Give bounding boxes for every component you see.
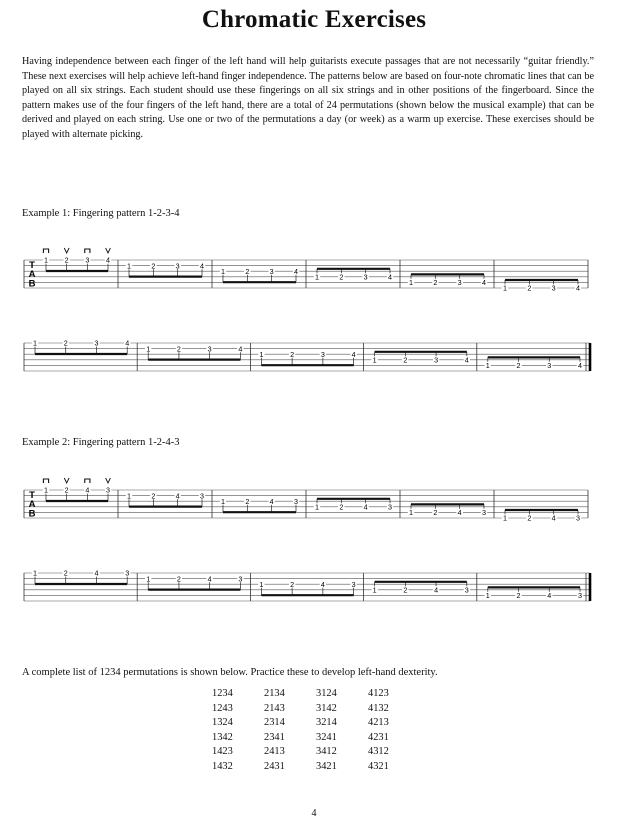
fret-number: 1 [127,261,131,271]
fret-number: 2 [245,496,250,506]
fret-number: 4 [85,485,90,495]
fret-number: 1 [485,361,490,371]
fret-number: 3 [464,585,469,595]
fret-number: 3 [578,591,582,601]
permutation-cell: 2143 [264,702,285,714]
fret-number: 4 [482,278,486,288]
up-stroke-icon [106,248,111,253]
fret-number: 4 [125,338,130,348]
fret-number: 4 [269,496,274,506]
permutation-cell: 2431 [264,760,285,772]
fret-number: 3 [351,579,356,589]
permutation-cell: 2134 [264,688,285,699]
fret-number: 1 [33,338,37,348]
fret-number: 4 [551,513,556,523]
fret-number: 2 [433,278,438,288]
tab-clef-letter: T [29,260,35,271]
down-stroke-icon [85,249,90,253]
fret-number: 2 [527,283,532,293]
tab-clef-letter: B [28,508,36,520]
fret-number: 2 [245,266,250,276]
fret-number: 3 [200,491,204,501]
tab-clef-letter: A [28,269,36,281]
fret-number: 3 [320,349,325,359]
permutation-cell: 1234 [212,688,233,699]
permutation-cell: 2341 [264,731,285,743]
fret-number: 2 [403,355,408,365]
fret-number: 3 [482,508,486,518]
fret-number: 3 [94,338,99,348]
fret-number: 2 [64,485,69,495]
fret-number: 3 [85,255,90,265]
fret-number: 1 [259,349,264,359]
permutation-table [212,687,420,775]
fret-number: 2 [64,255,69,265]
permutation-cell: 4231 [368,731,389,743]
permutation-cell: 3142 [316,702,337,714]
permutation-cell: 4132 [368,702,389,714]
fret-number: 3 [457,278,462,288]
fret-number: 4 [200,261,204,271]
fret-number: 1 [315,502,319,512]
fret-number: 2 [290,579,295,589]
fret-number: 2 [527,513,532,523]
permutation-cell: 4123 [368,688,389,699]
fret-number: 3 [207,344,212,354]
fret-number: 4 [175,491,180,501]
fret-number: 1 [259,579,264,589]
up-stroke-icon [64,248,69,253]
fret-number: 1 [221,266,225,276]
permutation-cell: 1342 [212,731,233,743]
fret-number: 4 [576,283,580,293]
fret-number: 4 [238,344,243,354]
fret-number: 1 [503,513,507,523]
fret-number: 4 [363,502,368,512]
fret-number: 4 [207,574,212,584]
fret-number: 2 [176,344,181,354]
fret-number: 2 [290,349,295,359]
fret-number: 2 [339,272,344,282]
tab-clef-letter: A [28,499,36,511]
example-2-label: Example 2: Fingering pattern 1-2-4-3 [22,437,180,448]
fret-number: 4 [578,361,582,371]
permutation-cell: 2314 [264,717,285,729]
fret-number: 1 [44,485,48,495]
permutation-cell: 1432 [212,760,233,772]
permutation-cell: 3412 [316,746,337,758]
fret-number: 1 [315,272,319,282]
fret-number: 1 [146,574,151,584]
fret-number: 1 [221,496,225,506]
fret-number: 4 [388,272,392,282]
fret-number: 1 [146,344,151,354]
permutation-cell: 3214 [316,717,337,729]
fret-number: 3 [269,266,274,276]
fret-number: 4 [457,508,462,518]
fret-number: 2 [339,502,344,512]
fret-number: 4 [320,579,325,589]
intro-paragraph: Having independence between each finger of the left hand will help guitarists execute passages that are not necessarily “guitar friendly.” These next exercises will help achieve left-hand finger independence. The patterns below are based on four-note chromatic lines that can be played on all six strings. Each student should use these fingerings on all six strings and in other positions of the fingerboard. Since the pattern makes use of the four fingers of the left hand, there are a total of 24 permutations (shown below the musical example) that can be derived and played on each string. Use one or two of the permutations a day (or week) as a warm up exercise. These exercises should be played with alternate picking. [22,56,594,140]
fret-number: 3 [294,496,298,506]
fret-number: 3 [363,272,368,282]
permutation-cell: 3241 [316,731,337,743]
up-stroke-icon [64,478,69,483]
fret-number: 3 [547,361,552,371]
fret-number: 3 [175,261,180,271]
fret-number: 2 [63,338,68,348]
permutation-cell: 4321 [368,760,389,772]
fret-number: 1 [33,568,37,578]
permutation-cell: 2413 [264,746,285,758]
example-2-tab-staff [0,466,628,616]
down-stroke-icon [43,479,48,483]
up-stroke-icon [106,478,111,483]
down-stroke-icon [43,249,48,253]
fret-number: 3 [434,355,439,365]
fret-number: 4 [294,266,298,276]
page-number: 4 [311,808,317,819]
fret-number: 2 [151,261,156,271]
permutation-cell: 4312 [368,746,389,758]
fret-number: 1 [44,255,48,265]
fret-number: 4 [94,568,99,578]
tab-clef-letter: T [29,490,35,501]
fret-number: 2 [176,574,181,584]
fret-number: 4 [464,355,469,365]
fret-number: 4 [106,255,110,265]
down-stroke-icon [85,479,90,483]
example-1-label: Example 1: Fingering pattern 1-2-3-4 [22,208,180,219]
fret-number: 3 [238,574,243,584]
page-title: Chromatic Exercises [201,6,427,33]
fret-number: 2 [516,361,521,371]
fret-number: 1 [127,491,131,501]
fret-number: 2 [403,585,408,595]
fret-number: 3 [106,485,110,495]
fret-number: 1 [503,283,507,293]
permutation-cell: 4213 [368,717,389,729]
permutation-cell: 1324 [212,717,233,729]
fret-number: 1 [409,508,413,518]
permutation-intro: A complete list of 1234 permutations is shown below. Practice these to develop left-hand dexterity. [22,667,438,678]
fret-number: 4 [351,349,356,359]
permutation-cell: 1423 [212,746,233,758]
permutation-cell: 3421 [316,760,337,772]
fret-number: 4 [434,585,439,595]
tab-clef-letter: B [28,278,36,290]
fret-number: 1 [485,591,490,601]
fret-number: 1 [409,278,413,288]
fret-number: 2 [516,591,521,601]
fret-number: 3 [388,502,392,512]
permutation-cell: 3124 [316,688,337,699]
fret-number: 1 [372,585,377,595]
fret-number: 2 [433,508,438,518]
fret-number: 3 [125,568,130,578]
example-1-tab-staff [0,236,628,386]
fret-number: 3 [576,513,580,523]
fret-number: 3 [551,283,556,293]
fret-number: 1 [372,355,377,365]
fret-number: 2 [151,491,156,501]
permutation-cell: 1243 [212,702,233,714]
fret-number: 4 [547,591,552,601]
fret-number: 2 [63,568,68,578]
